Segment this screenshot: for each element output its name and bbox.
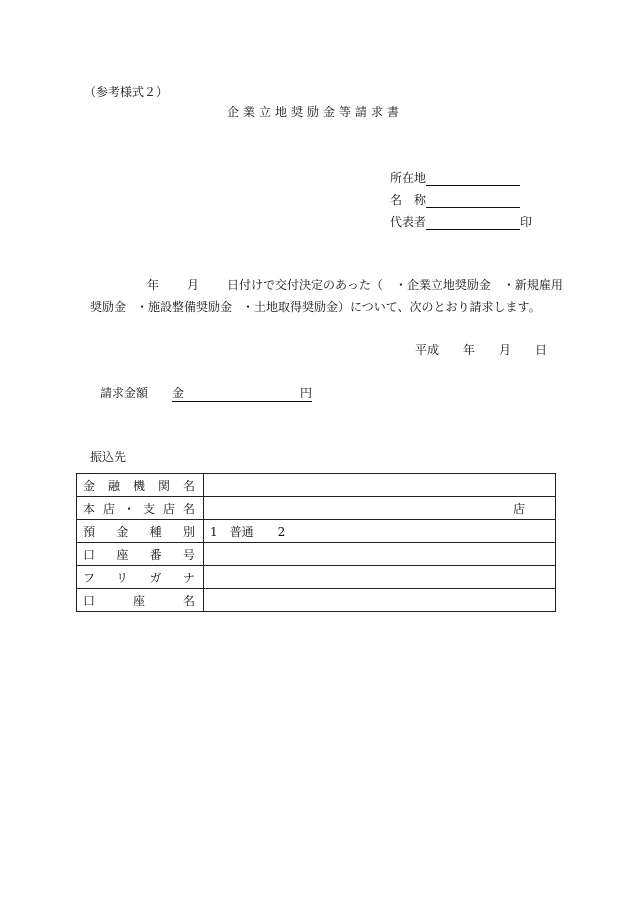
representative-label: 代表者 bbox=[390, 215, 427, 229]
branch-name-cell[interactable] bbox=[204, 497, 556, 520]
furigana-header: フリガナ bbox=[77, 566, 204, 589]
amount-prefix: 金 bbox=[172, 386, 185, 400]
account-number-cell[interactable] bbox=[204, 543, 556, 566]
para-year: 年 bbox=[147, 278, 160, 292]
date-day: 日 bbox=[535, 343, 548, 357]
bank-name-header: 金融機関名 bbox=[77, 474, 204, 497]
request-paragraph-line1 bbox=[147, 277, 563, 293]
table-row bbox=[77, 589, 556, 612]
branch-suffix: 店 bbox=[512, 502, 525, 516]
para-line2-part2: ・施設整備奨励金 bbox=[136, 300, 233, 314]
date-year: 年 bbox=[463, 343, 476, 357]
para-line2-part1: 奨励金 bbox=[90, 300, 127, 314]
furigana-cell[interactable] bbox=[204, 566, 556, 589]
table-row bbox=[77, 543, 556, 566]
seal-mark: 印 bbox=[520, 215, 533, 229]
request-date bbox=[415, 342, 547, 358]
table-row bbox=[77, 520, 556, 543]
date-era: 平成 bbox=[415, 343, 440, 357]
branch-name-header: 本店・支店名 bbox=[77, 497, 204, 520]
para-month: 月 bbox=[187, 278, 200, 292]
name-line[interactable] bbox=[426, 193, 520, 208]
table-row bbox=[77, 566, 556, 589]
deposit-type-header: 預金種別 bbox=[77, 520, 204, 543]
address-label: 所在地 bbox=[390, 171, 427, 185]
date-month: 月 bbox=[499, 343, 512, 357]
account-name-cell[interactable] bbox=[204, 589, 556, 612]
document-title: 企業立地奨励金等請求書 bbox=[226, 105, 403, 119]
transfer-label: 振込先 bbox=[90, 450, 127, 464]
amount-field[interactable] bbox=[172, 385, 312, 402]
name-label: 名 称 bbox=[390, 193, 427, 207]
bank-name-cell[interactable] bbox=[204, 474, 556, 497]
applicant-representative-row bbox=[390, 214, 532, 230]
account-number-header: 口座番号 bbox=[77, 543, 204, 566]
table-row bbox=[77, 497, 556, 520]
address-line[interactable] bbox=[426, 171, 520, 186]
applicant-name-row bbox=[390, 192, 520, 208]
request-paragraph-line2 bbox=[90, 299, 541, 315]
amount-label: 請求金額 bbox=[100, 386, 149, 400]
bank-account-table bbox=[76, 473, 556, 612]
para-line1-rest: 日付けで交付決定のあった（ ・企業立地奨励金 ・新規雇用 bbox=[227, 278, 563, 292]
table-row bbox=[77, 474, 556, 497]
deposit-type-cell[interactable]: 1 普通 2 bbox=[204, 520, 556, 543]
amount-suffix: 円 bbox=[299, 386, 312, 400]
applicant-address-row bbox=[390, 170, 520, 186]
form-label: （参考様式２） bbox=[84, 85, 169, 99]
representative-line[interactable] bbox=[426, 215, 520, 230]
account-name-header: 口座名 bbox=[77, 589, 204, 612]
para-line2-part3: ・土地取得奨励金）について、次のとおり請求します。 bbox=[242, 300, 541, 314]
